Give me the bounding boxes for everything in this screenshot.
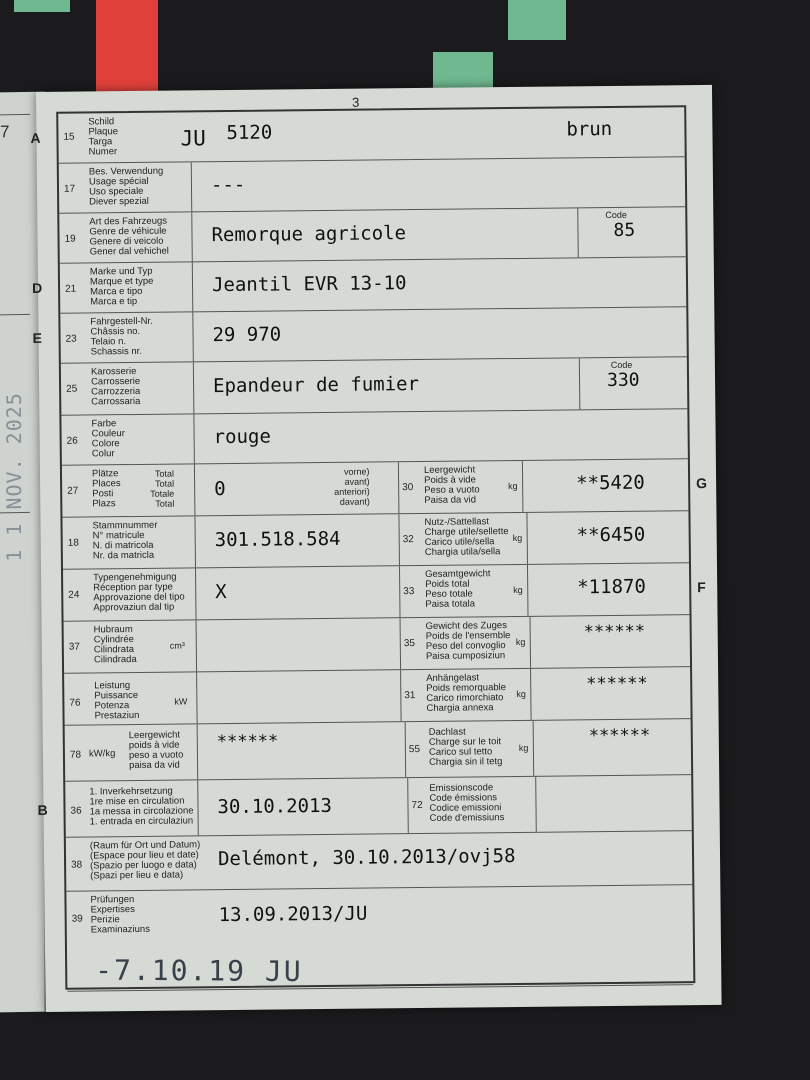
row-power-towing-load [64,667,691,726]
code-label: Code [605,209,627,221]
unit-kg: kg [516,688,526,700]
row-body [61,357,688,416]
unit-kw-kg: kW/kg [88,748,116,760]
field-label: Bes. Verwendung Usage spécial Uso speciale Diever spezial [88,165,164,208]
field-number: 78 [69,749,82,761]
label-rm: Numer [88,146,118,158]
field-label: Farbe Couleur Colore Colur [91,418,125,460]
power-weight-value: ****** [216,731,279,753]
field-label [88,117,118,157]
towing-load-value: ****** [586,673,648,695]
registration-document-page [30,85,722,1012]
unit-kg: kg [515,636,526,648]
field-number: 27 [67,485,79,497]
field-number: 33 [403,586,415,598]
label-de: Schild [88,116,115,128]
field-number: 39 [71,913,83,925]
train-weight-value: ****** [583,621,646,643]
field-number: 38 [71,859,83,871]
field-label: Stammnummer N° matricule N. di matricola Nr. da matricla [92,519,158,562]
field-label: Anhängelast Poids remorquable Carico rimorchiato Chargia annexa [426,672,507,714]
margin-letter: D [31,279,43,297]
first-registration-value: 30.10.2013 [217,794,332,819]
field-number: 21 [65,283,77,295]
roof-load-value: ****** [588,725,651,747]
unit-cm3: cm³ [169,640,185,651]
margin-letter: A [30,129,41,147]
field-label: Leergewicht poids à vide peso a vuoto paisa da vid [128,729,184,772]
special-use-value: --- [210,173,246,197]
page-number: 3 [352,94,360,110]
left-page-number: 7 [0,122,10,142]
plate-number: 5120 [226,121,273,145]
field-label: 1. Inverkehrsetzung 1re mise en circulation 1a messa in circolazione 1. entrada en circulaziun [89,785,194,828]
field-number: 37 [68,641,80,653]
field-label: Leergewicht Poids à vide Peso a vuoto Paisa da vid [423,464,480,506]
seats-value: 0 [214,478,226,501]
field-label: (Raum für Ort und Datum) (Espace pour lieu et date) (Spazio per luogo e data) (Spazi per lieu e data) [89,839,201,882]
margin-letter: G [696,474,708,492]
inspection-date-stamp: -7.10.19 JU [95,953,303,989]
row-make-type [31,257,686,314]
vehicle-kind-value: Remorque agricole [211,222,407,247]
unit-kg: kg [508,480,518,492]
body-code: 330 [606,369,640,392]
total-label: Total Total Totale Total [150,468,175,509]
margin-letter: E [32,329,43,347]
field-label: Plätze Places Posti Plazs [91,468,121,510]
date-stamp: 1 1 NOV. 2025 [2,391,26,562]
field-number: 19 [64,233,76,245]
field-number: 17 [63,183,76,195]
field-number: 32 [402,534,414,546]
field-label: Gesamtgewicht Poids total Peso totale Paisa totala [425,568,491,610]
payload-value: **6450 [576,523,646,547]
green-tile [14,0,70,12]
row-chassis [32,307,686,364]
master-number-value: 301.518.584 [214,527,341,552]
field-number: 76 [69,697,81,709]
row-vehicle-kind [59,207,685,264]
field-number: 24 [68,589,80,601]
make-type-value: Jeantil EVR 13-10 [211,272,407,297]
field-label: Art des Fahrzeugs Genre de véhicule Genere di veicolo Gener dal vehichel [89,215,169,258]
place-date-value: Delémont, 30.10.2013/ovj58 [217,845,516,871]
field-number: 18 [67,537,79,549]
vehicle-data-table [30,105,708,990]
body-value: Epandeur de fumier [212,373,420,398]
label-it: Targa [88,136,113,148]
field-label: Karosserie Carrosserie Carrozzeria Carrossaria [90,365,141,408]
field-number: 72 [411,799,423,812]
field-label: Hubraum Cylindrée Cilindrata Cilindrada [93,624,137,666]
total-weight-value: *11870 [577,575,646,599]
inspection-value: 13.09.2013/JU [218,902,368,927]
green-tile [508,0,566,40]
field-label: Emissionscode Code émissions Codice emissioni Code d'emissiuns [429,782,505,824]
margin-letter: B [37,801,48,819]
color-value: rouge [213,425,271,449]
field-label: Prüfungen Expertises Perizie Examinaziuns [90,894,150,936]
field-number: 30 [402,482,414,494]
margin-letter: F [697,579,706,596]
type-approval-value: X [215,581,227,604]
code-label: Code [610,359,633,370]
field-label: Nutz-/Sattellast Charge utile/sellette Carico utile/sella Chargia utila/sella [424,516,509,558]
row-power-weight-roof-load [65,719,692,782]
label-fr: Plaque [88,126,119,138]
field-label: Dachlast Charge sur le toit Carico sul tetto Chargia sin il tetg [428,726,503,768]
row-master-number-payload [62,511,689,570]
row-displacement-train-weight [64,615,691,674]
field-number: 26 [66,435,78,447]
field-number: 36 [70,805,82,817]
front-label: vorne) avant) anteriori) davant) [334,466,370,507]
red-tile [96,0,158,94]
unit-kg: kg [512,532,523,544]
field-number: 15 [63,131,75,143]
row-seats-empty-weight [62,459,708,518]
field-label: Marke und Typ Marque et type Marca e tipo Marca e tip [89,265,154,308]
row-place-date [66,831,693,892]
vehicle-kind-code: 85 [613,219,636,241]
row-color [61,409,687,466]
row-plate [30,107,684,164]
field-number: 23 [65,333,77,345]
row-type-approval-total-weight [63,563,706,622]
field-label: Typengenehmigung Réception par type Approvazione del tipo Approvaziun dal tip [93,571,185,614]
unit-kw: kW [174,696,188,707]
field-number: 35 [403,638,415,650]
canton-code: JU [180,126,206,151]
plate-color: brun [566,117,613,141]
field-number: 55 [408,744,421,756]
row-first-registration-emissions [37,775,692,838]
field-number: 31 [404,690,416,702]
field-number: 25 [66,383,78,395]
empty-weight-value: **5420 [576,471,645,495]
field-label: Gewicht des Zuges Poids de l'ensemble Peso del convoglio Paisa cumposiziun [425,620,511,662]
row-special-use [59,157,685,214]
unit-kg: kg [513,584,523,596]
field-label: Fahrgestell-Nr. Châssis no. Telaio n. Schassis nr. [90,315,153,358]
field-label: Leistung Puissance Potenza Prestaziun [94,680,140,722]
chassis-value: 29 970 [212,323,282,347]
unit-kg: kg [518,742,529,753]
